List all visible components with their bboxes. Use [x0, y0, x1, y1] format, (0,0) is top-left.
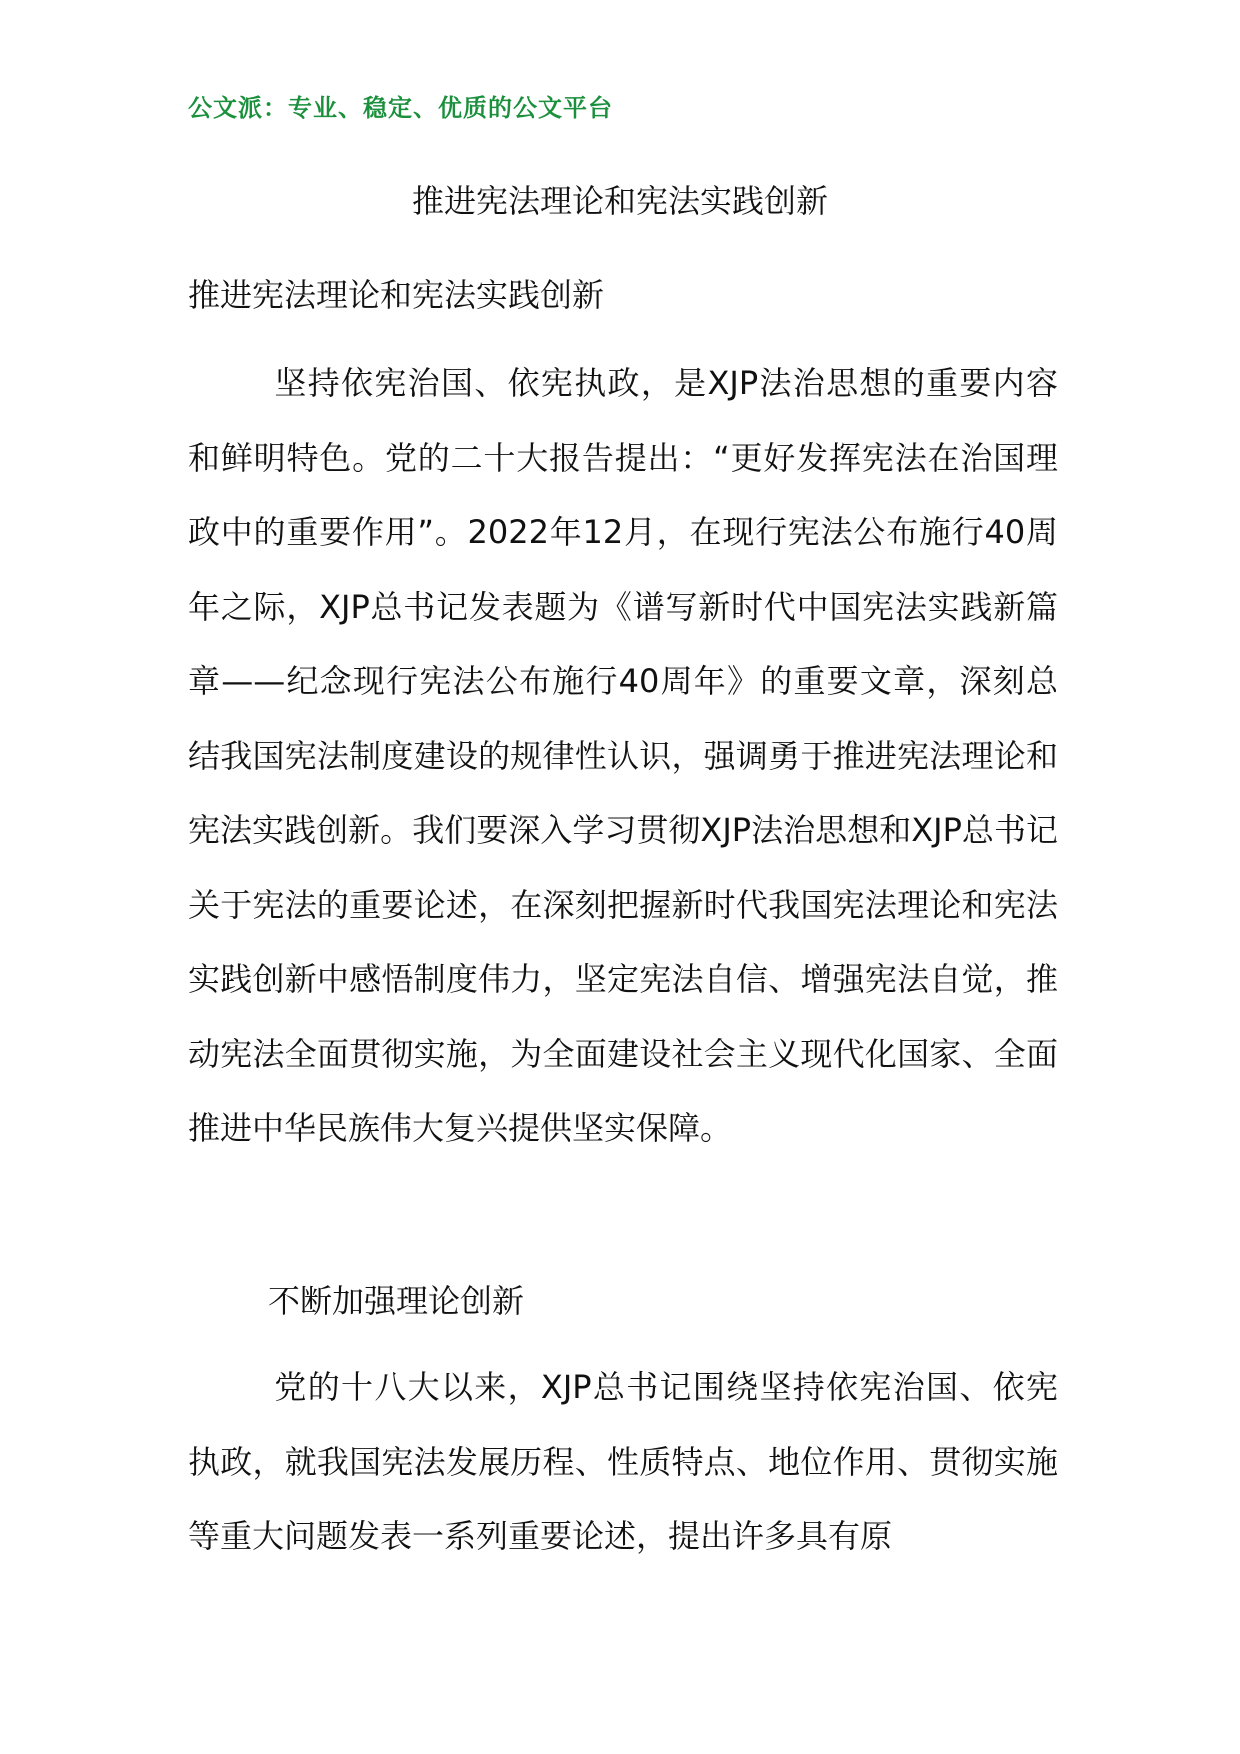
- section-heading: 不断加强理论创新: [268, 1282, 525, 1320]
- paragraph-intro: 坚持依宪治国、依宪执政，是XJP法治思想的重要内容和鲜明特色。党的二十大报告提出：“更好发挥宪法在治国理政中的重要作用”。2022年12月，在现行宪法公布施行40周年之际，XJP总书记发表题为《谱写新时代中国宪法实践新篇章——纪念现行宪法公布施行40周年》的重要文章，深刻总结我国宪法制度建设的规律性认识，强调勇于推进宪法理论和宪法实践创新。我们要深入学习贯彻XJP法治思想和XJP总书记关于宪法的重要论述，在深刻把握新时代我国宪法理论和宪法实践创新中感悟制度伟力，坚定宪法自信、增强宪法自觉，推动宪法全面贯彻实施，为全面建设社会主义现代化国家、全面推进中华民族伟大复兴提供坚实保障。: [188, 364, 1058, 1147]
- subtitle: 推进宪法理论和宪法实践创新: [188, 276, 605, 314]
- paragraph-section-1: 党的十八大以来，XJP总书记围绕坚持依宪治国、依宪执政，就我国宪法发展历程、性质特点、地位作用、贯彻实施等重大问题发表一系列重要论述，提出许多具有原: [188, 1368, 1058, 1555]
- page-title: 推进宪法理论和宪法实践创新: [411, 182, 828, 220]
- header-note: 公文派：专业、稳定、优质的公文平台: [188, 94, 613, 122]
